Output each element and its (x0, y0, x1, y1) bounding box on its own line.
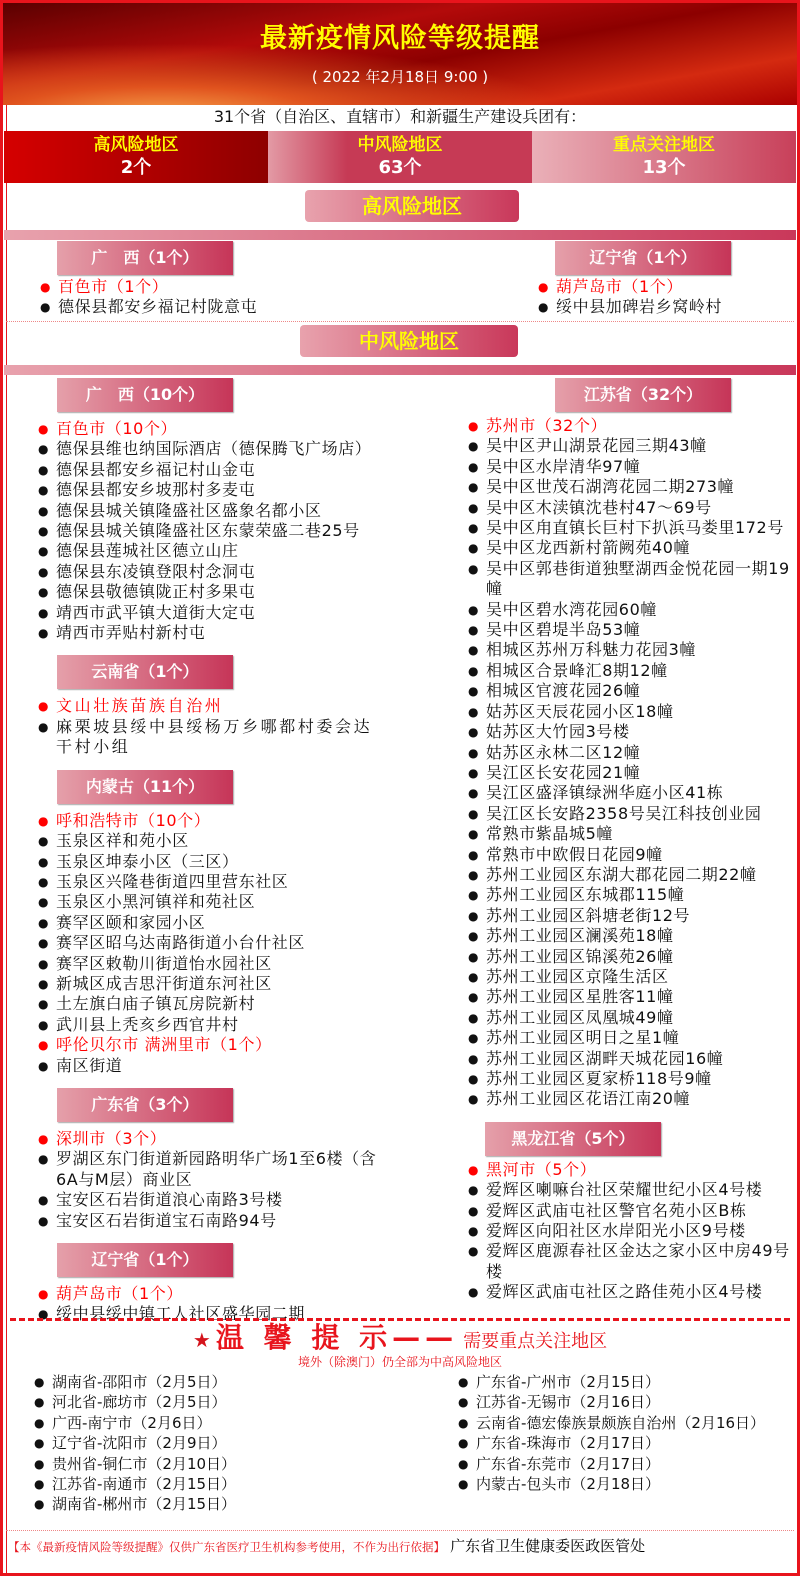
star-icon: ★ (192, 1328, 211, 1352)
focus-list-right (458, 1372, 796, 1494)
list-item: ● 爱辉区鹿源春社区金达之家小区中房49号楼 (468, 1241, 794, 1282)
header-banner (3, 3, 797, 105)
list-item: ● 绥中县加碑岩乡窝岭村 (538, 297, 793, 317)
province-header: 黑龙江省（5个） (485, 1122, 661, 1156)
list-item: ● 广东省-东莞市（2月17日） (458, 1454, 796, 1474)
stat-count: 13个 (642, 157, 686, 178)
medium-list-guangdong (38, 1129, 383, 1231)
divider (6, 1530, 794, 1531)
medium-list-yunnan (38, 696, 378, 757)
list-item: ● 德保县敬德镇陇正村多果屯 (38, 582, 408, 602)
medium-column-right (468, 378, 794, 1303)
list-item: ● 绥中县绥中镇工人社区盛华园二期 (38, 1304, 408, 1324)
list-item: ● 靖西市弄贴村新村屯 (38, 623, 408, 643)
stat-label: 重点关注地区 (613, 135, 715, 155)
list-item: ● 苏州工业园区澜溪苑18幢 (468, 926, 794, 946)
list-item: ● 麻栗坡县绥中县绥杨万乡哪都村委会达干村小组 (38, 717, 378, 758)
tips-heading: 温 馨 提 示—— (215, 1321, 459, 1354)
list-item: ● 贵州省-铜仁市（2月10日） (34, 1454, 434, 1474)
city-heading: ● 呼和浩特市（10个） (38, 811, 408, 831)
list-item: ● 苏州工业园区凤凰城49幢 (468, 1008, 794, 1028)
list-item: ● 德保县城关镇隆盛社区盛象名都小区 (38, 501, 408, 521)
list-item: ● 吴中区世茂石湖湾花园二期273幢 (468, 477, 794, 497)
risk-summary (4, 131, 796, 183)
list-item: ● 江苏省-南通市（2月15日） (34, 1474, 434, 1494)
tips-note: 境外（除澳门）仍全部为中高风险地区 (297, 1355, 502, 1369)
city-heading: ● 百色市（10个） (38, 419, 408, 439)
list-item: ● 苏州工业园区夏家桥118号9幢 (468, 1069, 794, 1089)
list-item: ● 玉泉区祥和苑小区 (38, 831, 408, 851)
list-item: ● 吴中区木渎镇沈巷村47～69号 (468, 498, 794, 518)
list-item: ● 内蒙古-包头市（2月18日） (458, 1474, 796, 1494)
list-item: ● 赛罕区颐和家园小区 (38, 913, 408, 933)
list-item: ● 吴江区长安路2358号吴江科技创业园 (468, 804, 794, 824)
section-title-medium-risk: 中风险地区 (300, 325, 518, 357)
city-heading: ● 葫芦岛市（1个） (38, 1284, 408, 1304)
list-item: ● 德保县维也纳国际酒店（德保腾飞广场店） (38, 439, 408, 459)
list-item: ● 湖南省-邵阳市（2月5日） (34, 1372, 434, 1392)
focus-list-left (34, 1372, 434, 1515)
page-title: 最新疫情风险等级提醒 (260, 23, 540, 54)
tips-title (0, 1322, 800, 1354)
list-item: ● 罗湖区东门街道新园路明华广场1至6楼（含6A与M层）商业区 (38, 1149, 383, 1190)
list-item: ● 爱辉区向阳社区水岸阳光小区9号楼 (468, 1221, 794, 1241)
footer-issuer: 广东省卫生健康委医政医管处 (450, 1537, 646, 1555)
list-item: ● 常熟市紫晶城5幢 (468, 824, 794, 844)
stat-high-risk (4, 131, 268, 183)
list-item: ● 吴中区碧水湾花园60幢 (468, 600, 794, 620)
list-item: ● 爱辉区喇嘛台社区荣耀世纪小区4号楼 (468, 1180, 794, 1200)
stat-count: 2个 (120, 157, 152, 178)
list-item: ● 苏州工业园区京隆生活区 (468, 967, 794, 987)
list-item: ● 相城区苏州万科魅力花园3幢 (468, 640, 794, 660)
medium-list-guangxi (38, 419, 408, 643)
list-item: ● 姑苏区永林二区12幢 (468, 743, 794, 763)
update-date: ( 2022 年2月18日 9:00 ) (311, 68, 489, 86)
city-heading: ● 黑河市（5个） (468, 1160, 794, 1180)
list-item: ● 吴江区盛泽镇绿洲华庭小区41栋 (468, 783, 794, 803)
list-item: ● 河北省-廊坊市（2月5日） (34, 1392, 434, 1412)
list-item: ● 武川县上秃亥乡西官井村 (38, 1015, 408, 1035)
province-header: 广 西（10个） (57, 378, 233, 412)
list-item: ● 南区街道 (38, 1056, 408, 1076)
list-item: ● 吴中区碧堤半岛53幢 (468, 620, 794, 640)
list-item: ● 广西-南宁市（2月6日） (34, 1413, 434, 1433)
city-heading: ● 百色市（1个） (40, 277, 400, 297)
section-band (4, 230, 796, 240)
list-item: ● 玉泉区坤泰小区（三区） (38, 852, 408, 872)
city-heading: ● 苏州市（32个） (468, 416, 794, 436)
list-item: ● 常熟市中欧假日花园9幢 (468, 845, 794, 865)
list-item: ● 苏州工业园区锦溪苑26幢 (468, 947, 794, 967)
medium-list-jiangsu (468, 416, 794, 1110)
section-title-high-risk: 高风险地区 (305, 190, 519, 222)
list-item: ● 吴中区尹山湖景花园三期43幢 (468, 436, 794, 456)
list-item: ● 苏州工业园区湖畔天城花园16幢 (468, 1049, 794, 1069)
list-item: ● 吴中区龙西新村箭阙苑40幢 (468, 538, 794, 558)
footer (8, 1536, 645, 1557)
list-item: ● 爱辉区武庙屯社区警官名苑小区B栋 (468, 1201, 794, 1221)
list-item: ● 宝安区石岩街道宝石南路94号 (38, 1211, 383, 1231)
medium-list-neimenggu (38, 811, 408, 1076)
medium-column-left (38, 378, 408, 1325)
list-item: ● 吴中区水岸清华97幢 (468, 457, 794, 477)
province-header: 广 西（1个） (57, 241, 233, 275)
list-item: ● 德保县都安乡坡那村多麦屯 (38, 480, 408, 500)
stat-focus-areas (532, 131, 796, 183)
section-band (4, 365, 796, 375)
list-item: ● 姑苏区大竹园3号楼 (468, 722, 794, 742)
stat-medium-risk (268, 131, 532, 183)
list-item: ● 广东省-广州市（2月15日） (458, 1372, 796, 1392)
list-item: ● 玉泉区兴隆巷街道四里营东社区 (38, 872, 408, 892)
list-item: ● 德保县都安乡福记村陇意屯 (40, 297, 400, 317)
high-risk-list-left (40, 277, 400, 318)
list-item: ● 德保县都安乡福记村山金屯 (38, 460, 408, 480)
list-item: ● 新城区成吉思汗街道东河社区 (38, 974, 408, 994)
list-item: ● 宝安区石岩街道浪心南路3号楼 (38, 1190, 383, 1210)
province-header: 内蒙古（11个） (57, 770, 233, 804)
list-item: ● 德保县城关镇隆盛社区东蒙荣盛二巷25号 (38, 521, 408, 541)
list-item: ● 苏州工业园区星胜客11幢 (468, 987, 794, 1007)
list-item: ● 苏州工业园区花语江南20幢 (468, 1089, 794, 1109)
city-heading: ● 文山壮族苗族自治州 (38, 696, 378, 716)
list-item: ● 吴中区甪直镇长巨村下扒浜马娄里172号 (468, 518, 794, 538)
medium-list-heilongjiang (468, 1160, 794, 1303)
stat-label: 中风险地区 (357, 135, 443, 155)
list-item: ● 江苏省-无锡市（2月16日） (458, 1392, 796, 1412)
list-item: ● 相城区官渡花园26幢 (468, 681, 794, 701)
list-item: ● 吴江区长安花园21幢 (468, 763, 794, 783)
list-item: ● 德保县莲城社区德立山庄 (38, 541, 408, 561)
list-item: ● 湖南省-郴州市（2月15日） (34, 1494, 434, 1514)
intro-text: 31个省（自治区、直辖市）和新疆生产建设兵团有： (213, 107, 587, 126)
list-item: ● 广东省-珠海市（2月17日） (458, 1433, 796, 1453)
province-header: 辽宁省（1个） (555, 241, 731, 275)
footer-disclaimer: 【本《最新疫情风险等级提醒》仅供广东省医疗卫生机构参考使用，不作为出行依据】 (8, 1540, 445, 1554)
province-header: 广东省（3个） (57, 1088, 233, 1122)
province-header: 辽宁省（1个） (57, 1243, 233, 1277)
list-item: ● 赛罕区敕勒川街道怡水园社区 (38, 954, 408, 974)
city-heading: ● 葫芦岛市（1个） (538, 277, 793, 297)
list-item: ● 玉泉区小黑河镇祥和苑社区 (38, 892, 408, 912)
list-item: ● 苏州工业园区明日之星1幢 (468, 1028, 794, 1048)
high-risk-list-right (538, 277, 793, 318)
list-item: ● 云南省-德宏傣族景颇族自治州（2月16日） (458, 1413, 796, 1433)
list-item: ● 德保县东凌镇登限村念洞屯 (38, 562, 408, 582)
list-item: ● 爱辉区武庙屯社区之路佳苑小区4号楼 (468, 1282, 794, 1302)
list-item: ● 土左旗白庙子镇瓦房院新村 (38, 994, 408, 1014)
province-header: 云南省（1个） (57, 655, 233, 689)
list-item: ● 姑苏区天辰花园小区18幢 (468, 702, 794, 722)
stat-count: 63个 (378, 157, 422, 178)
list-item: ● 辽宁省-沈阳市（2月9日） (34, 1433, 434, 1453)
list-item: ● 苏州工业园区东城郡115幢 (468, 885, 794, 905)
list-item: ● 苏州工业园区东湖大郡花园二期22幢 (468, 865, 794, 885)
city-heading: ● 深圳市（3个） (38, 1129, 383, 1149)
province-header: 江苏省（32个） (555, 378, 731, 412)
city-heading: ● 呼伦贝尔市 满洲里市（1个） (38, 1035, 408, 1055)
tips-subheading: 需要重点关注地区 (463, 1331, 608, 1352)
list-item: ● 相城区合景峰汇8期12幢 (468, 661, 794, 681)
list-item: ● 苏州工业园区斜塘老街12号 (468, 906, 794, 926)
list-item: ● 吴中区郭巷街道独墅湖西金悦花园一期19幢 (468, 559, 794, 600)
divider (6, 321, 794, 322)
list-item: ● 靖西市武平镇大道街大定屯 (38, 603, 408, 623)
list-item: ● 赛罕区昭乌达南路街道小台什社区 (38, 933, 408, 953)
stat-label: 高风险地区 (93, 135, 179, 155)
